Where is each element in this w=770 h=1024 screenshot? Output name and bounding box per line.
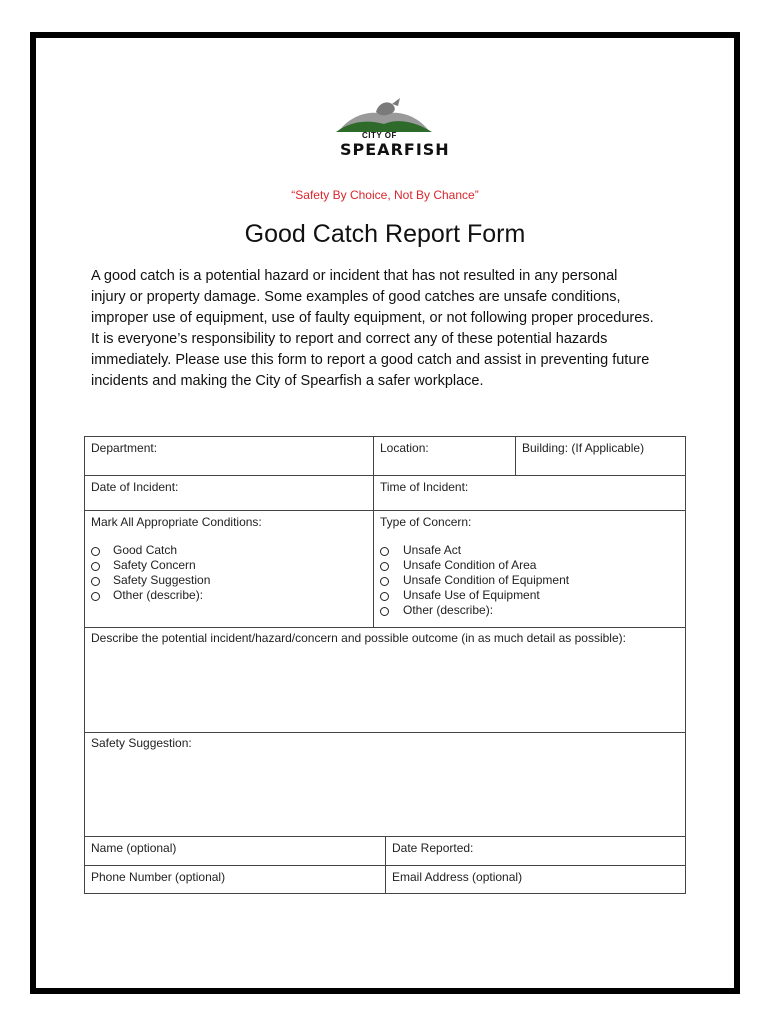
slogan: “Safety By Choice, Not By Chance” — [291, 188, 479, 202]
unsafe-act-radio[interactable] — [380, 547, 389, 556]
safety-suggestion-field[interactable]: Safety Suggestion: — [91, 736, 192, 750]
safety-suggestion-option: Safety Suggestion — [113, 573, 211, 587]
intro-line: injury or property damage. Some examples of good catches are unsafe conditions, — [91, 289, 621, 305]
good-catch-option: Good Catch — [113, 543, 178, 557]
unsafe-area-radio[interactable] — [380, 562, 389, 571]
other-concern-radio[interactable] — [380, 607, 389, 616]
date-reported-field[interactable]: Date Reported: — [392, 841, 474, 855]
unsafe-act-option: Unsafe Act — [403, 543, 462, 557]
phone-field[interactable]: Phone Number (optional) — [91, 870, 226, 884]
report-form-table — [84, 436, 686, 894]
logo-city-text: CITY OF — [362, 131, 397, 140]
safety-suggestion-radio[interactable] — [91, 577, 100, 586]
safety-concern-radio[interactable] — [91, 562, 100, 571]
describe-field[interactable]: Describe the potential incident/hazard/concern and possible outcome (in as much detail as possible): — [91, 631, 626, 645]
department-field[interactable]: Department: — [91, 441, 158, 455]
intro-line: improper use of equipment, use of faulty equipment, or not following proper procedures. — [91, 310, 654, 326]
intro-line: It is everyone’s responsibility to report and correct any of these potential hazards — [91, 331, 608, 347]
email-field[interactable]: Email Address (optional) — [392, 870, 523, 884]
unsafe-equipment-use-option: Unsafe Use of Equipment — [403, 588, 540, 602]
unsafe-area-option: Unsafe Condition of Area — [403, 558, 537, 572]
unsafe-equipment-use-radio[interactable] — [380, 592, 389, 601]
building-field[interactable]: Building: (If Applicable) — [522, 441, 645, 455]
concern-label: Type of Concern: — [380, 515, 472, 529]
intro-line: incidents and making the City of Spearfish a safer workplace. — [91, 373, 484, 389]
other-condition-radio[interactable] — [91, 592, 100, 601]
intro-paragraph — [91, 266, 691, 392]
good-catch-radio[interactable] — [91, 547, 100, 556]
unsafe-equipment-condition-option: Unsafe Condition of Equipment — [403, 573, 570, 587]
intro-line: immediately. Please use this form to report a good catch and assist in preventing future — [91, 352, 650, 368]
safety-concern-option: Safety Concern — [113, 558, 196, 572]
other-concern-option: Other (describe): — [403, 603, 494, 617]
location-field[interactable]: Location: — [380, 441, 429, 455]
logo-name-text: SPEARFISH — [340, 140, 450, 159]
name-field[interactable]: Name (optional) — [91, 841, 177, 855]
date-of-incident-field[interactable]: Date of Incident: — [91, 480, 179, 494]
intro-line: A good catch is a potential hazard or incident that has not resulted in any personal — [91, 268, 618, 284]
unsafe-equipment-condition-radio[interactable] — [380, 577, 389, 586]
time-of-incident-field[interactable]: Time of Incident: — [380, 480, 469, 494]
other-condition-option: Other (describe): — [113, 588, 204, 602]
page-title: Good Catch Report Form — [244, 220, 526, 248]
conditions-label: Mark All Appropriate Conditions: — [91, 515, 262, 529]
